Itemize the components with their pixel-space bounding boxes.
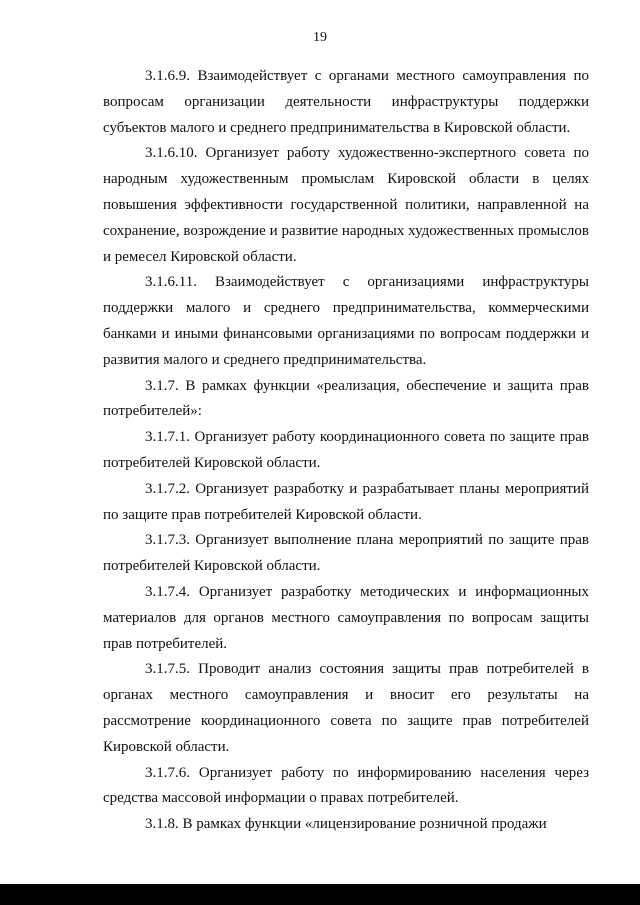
paragraph-3-1-7-1: 3.1.7.1. Организует работу координационного совета по защите прав потребителей Кировской области.	[103, 429, 589, 471]
paragraph-3-1-6-9: 3.1.6.9. Взаимодействует с органами местного самоуправления по вопросам организации деятельности инфраструктуры поддержки субъектов малого и среднего предпринимательства в Кировской области.	[103, 68, 589, 136]
paragraph-3-1-8: 3.1.8. В рамках функции «лицензирование розничной продажи	[145, 816, 547, 833]
paragraph-3-1-7: 3.1.7. В рамках функции «реализация, обеспечение и защита прав потребителей»:	[103, 377, 589, 420]
paragraph-3-1-7-6: 3.1.7.6. Организует работу по информированию населения через средства массовой информации о правах потребителей.	[103, 764, 589, 807]
paragraph-3-1-7-3: 3.1.7.3. Организует выполнение плана мероприятий по защите прав потребителей Кировской области.	[103, 532, 589, 575]
paragraph-3-1-6-11: 3.1.6.11. Взаимодействует с организациями инфраструктуры поддержки малого и среднего предпринимательства, коммерческими банками и иными финансовыми организациями по вопросам поддержки и развития малого и среднего предпринимательства.	[103, 274, 589, 368]
paragraph-3-1-7-5: 3.1.7.5. Проводит анализ состояния защиты прав потребителей в органах местного самоуправления и вносит его результаты на рассмотрение координационного совета по защите прав потребителей Кировской области.	[103, 661, 589, 755]
paragraph-3-1-7-4: 3.1.7.4. Организует разработку методических и информационных материалов для органов местного самоуправления по вопросам защиты прав потребителей.	[103, 583, 589, 652]
paragraph-3-1-6-10: 3.1.6.10. Организует работу художественно-экспертного совета по народным художественным промыслам Кировской области в целях повышения эффективности государственной политики, направленной на сохранение, возрождение и развитие народных художественных промыслов и ремесел Кировской области.	[103, 145, 589, 265]
document-body	[103, 64, 589, 838]
scan-bottom-edge	[0, 884, 640, 905]
paragraph-3-1-7-2: 3.1.7.2. Организует разработку и разрабатывает планы мероприятий по защите прав потребителей Кировской области.	[103, 480, 589, 523]
page-number: 19	[313, 30, 327, 45]
